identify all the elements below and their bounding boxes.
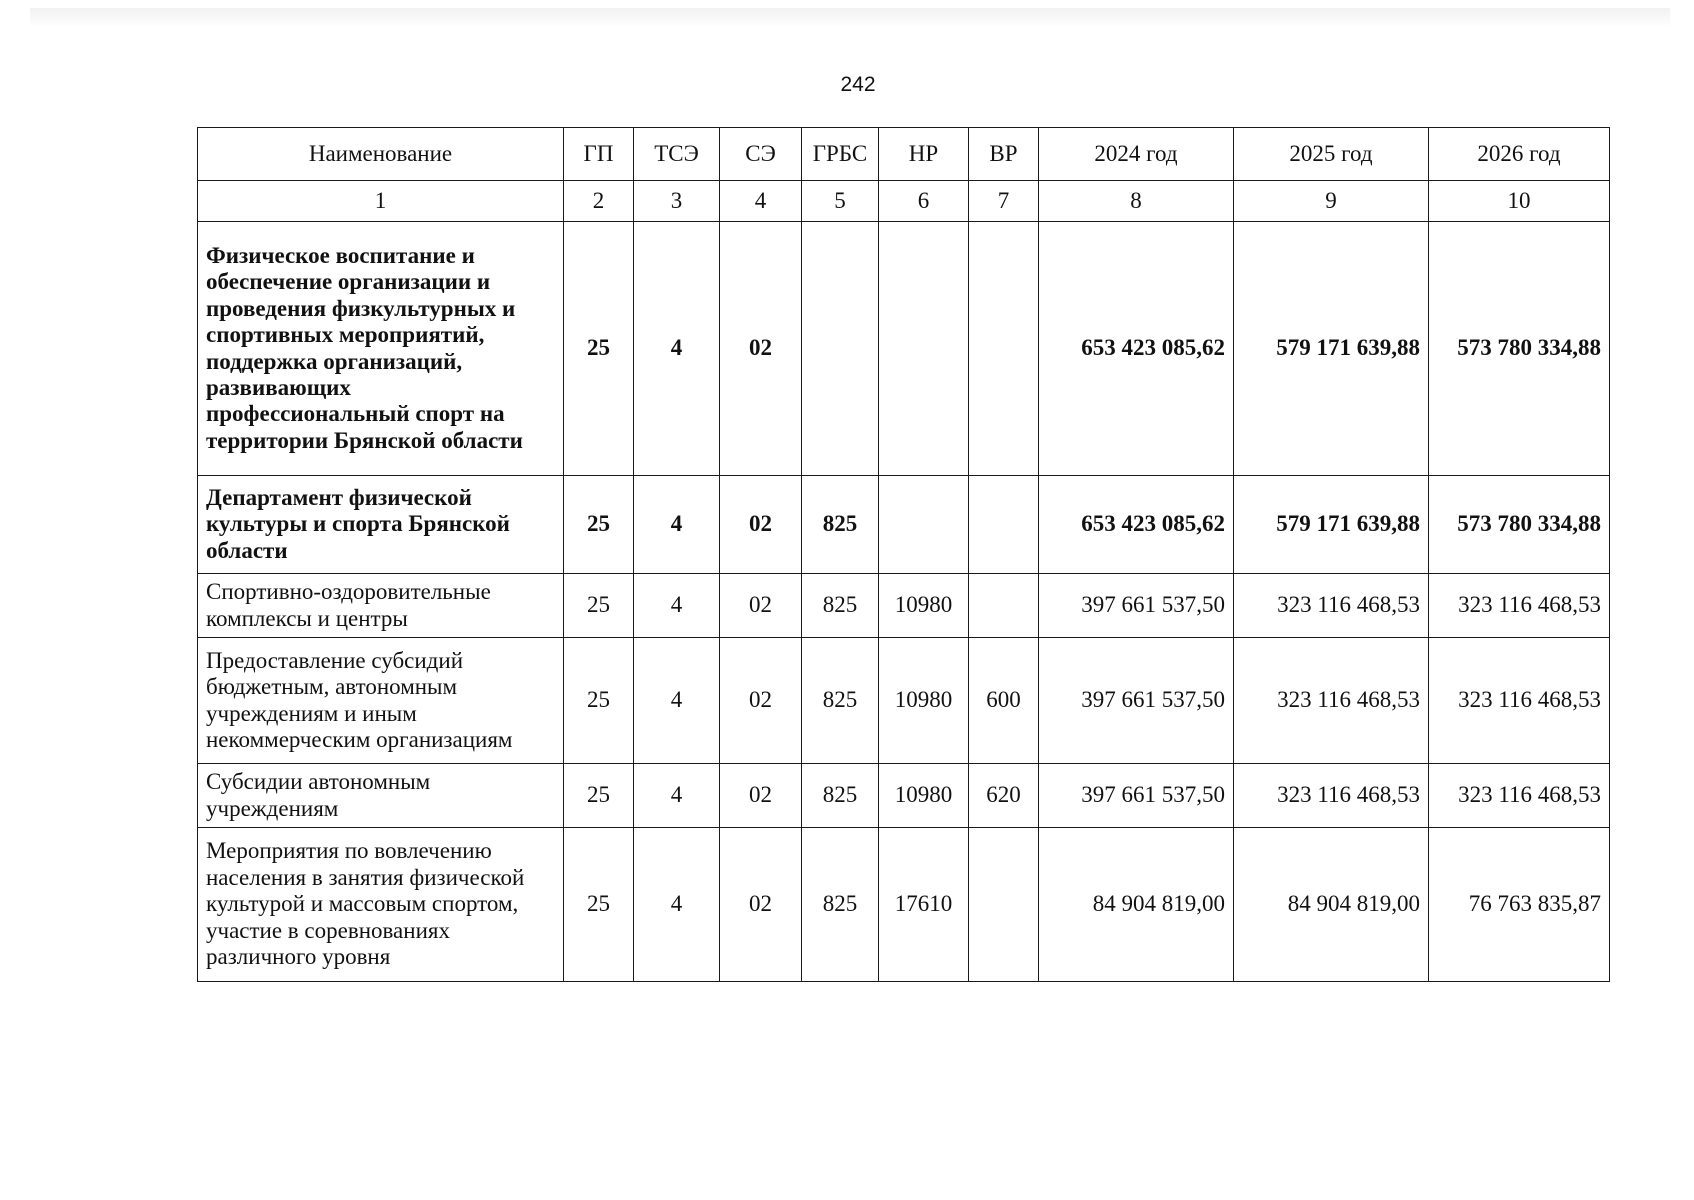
index-cell: 8 [1039,181,1234,222]
column-index-row [198,181,1610,222]
amount-2024-cell: 653 423 085,62 [1039,222,1234,476]
row-name-cell: Спортивно-оздоровительные комплексы и центры [198,574,564,638]
vr-cell: 620 [969,764,1039,828]
nr-cell: 17610 [879,828,969,982]
amount-2026-cell: 76 763 835,87 [1429,828,1610,982]
row-name-cell: Департамент физической культуры и спорта Брянской области [198,476,564,574]
amount-2024-cell: 397 661 537,50 [1039,638,1234,764]
grbs-cell: 825 [802,574,879,638]
amount-2025-cell: 323 116 468,53 [1234,638,1429,764]
vr-cell [969,222,1039,476]
index-cell: 3 [634,181,720,222]
amount-2025-cell: 579 171 639,88 [1234,476,1429,574]
header-cell-2026: 2026 год [1429,128,1610,181]
grbs-cell: 825 [802,828,879,982]
row-name-cell: Физическое воспитание и обеспечение организации и проведения физкультурных и спортивных мероприятий, поддержка организаций, развивающих профессиональный спорт на территории Брянской области [198,222,564,476]
index-cell: 1 [198,181,564,222]
table-row [198,828,1610,982]
tse-cell: 4 [634,222,720,476]
amount-2024-cell: 397 661 537,50 [1039,574,1234,638]
amount-2025-cell: 84 904 819,00 [1234,828,1429,982]
row-name-cell: Мероприятия по вовлечению населения в занятия физической культурой и массовым спортом, участие в соревнованиях различного уровня [198,828,564,982]
header-cell-tse: ТСЭ [634,128,720,181]
grbs-cell: 825 [802,764,879,828]
se-cell: 02 [720,638,802,764]
amount-2024-cell: 84 904 819,00 [1039,828,1234,982]
index-cell: 9 [1234,181,1429,222]
tse-cell: 4 [634,764,720,828]
nr-cell [879,222,969,476]
header-cell-gp: ГП [564,128,634,181]
row-name-cell: Субсидии автономным учреждениям [198,764,564,828]
grbs-cell [802,222,879,476]
tse-cell: 4 [634,574,720,638]
nr-cell: 10980 [879,638,969,764]
grbs-cell: 825 [802,476,879,574]
index-cell: 7 [969,181,1039,222]
amount-2026-cell: 573 780 334,88 [1429,222,1610,476]
budget-table [197,127,1610,982]
gp-cell: 25 [564,828,634,982]
table-row [198,638,1610,764]
header-cell-nr: НР [879,128,969,181]
header-cell-name: Наименование [198,128,564,181]
table-row [198,476,1610,574]
vr-cell [969,828,1039,982]
index-cell: 6 [879,181,969,222]
amount-2025-cell: 323 116 468,53 [1234,764,1429,828]
table-row [198,222,1610,476]
scan-edge-artifact [30,8,1670,28]
index-cell: 4 [720,181,802,222]
index-cell: 2 [564,181,634,222]
amount-2026-cell: 323 116 468,53 [1429,764,1610,828]
nr-cell: 10980 [879,764,969,828]
se-cell: 02 [720,476,802,574]
amount-2024-cell: 397 661 537,50 [1039,764,1234,828]
header-cell-se: СЭ [720,128,802,181]
header-cell-2025: 2025 год [1234,128,1429,181]
amount-2026-cell: 573 780 334,88 [1429,476,1610,574]
table-row [198,764,1610,828]
grbs-cell: 825 [802,638,879,764]
gp-cell: 25 [564,222,634,476]
vr-cell [969,574,1039,638]
header-cell-2024: 2024 год [1039,128,1234,181]
amount-2026-cell: 323 116 468,53 [1429,638,1610,764]
amount-2026-cell: 323 116 468,53 [1429,574,1610,638]
tse-cell: 4 [634,828,720,982]
se-cell: 02 [720,828,802,982]
gp-cell: 25 [564,764,634,828]
page-number: 242 [840,73,876,96]
vr-cell [969,476,1039,574]
gp-cell: 25 [564,574,634,638]
nr-cell: 10980 [879,574,969,638]
table-row [198,574,1610,638]
vr-cell: 600 [969,638,1039,764]
tse-cell: 4 [634,638,720,764]
gp-cell: 25 [564,476,634,574]
row-name-cell: Предоставление субсидий бюджетным, автономным учреждениям и иным некоммерческим организациям [198,638,564,764]
nr-cell [879,476,969,574]
header-cell-grbs: ГРБС [802,128,879,181]
amount-2025-cell: 323 116 468,53 [1234,574,1429,638]
header-row [198,128,1610,181]
index-cell: 10 [1429,181,1610,222]
se-cell: 02 [720,222,802,476]
amount-2024-cell: 653 423 085,62 [1039,476,1234,574]
se-cell: 02 [720,764,802,828]
se-cell: 02 [720,574,802,638]
gp-cell: 25 [564,638,634,764]
tse-cell: 4 [634,476,720,574]
index-cell: 5 [802,181,879,222]
amount-2025-cell: 579 171 639,88 [1234,222,1429,476]
header-cell-vr: ВР [969,128,1039,181]
